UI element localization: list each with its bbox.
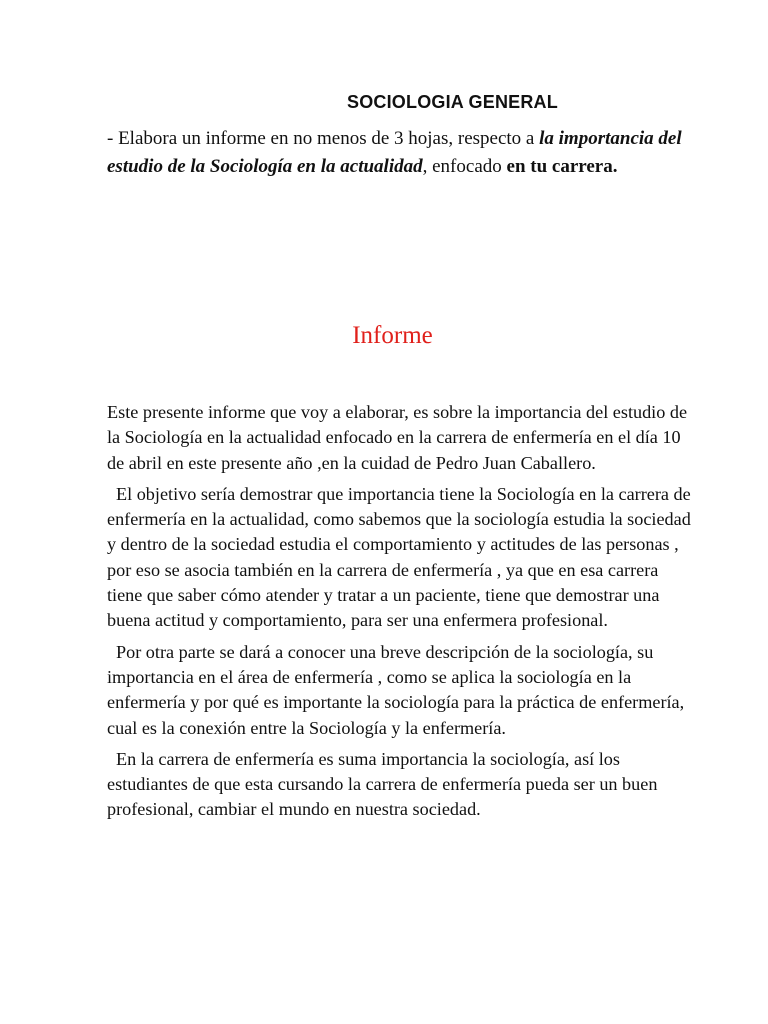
- assignment-prefix: - Elabora un informe en no menos de 3 hojas, respecto a: [107, 128, 540, 149]
- assignment-middle: , enfocado: [422, 156, 507, 177]
- report-title: Informe: [352, 322, 433, 349]
- paragraph-description: Por otra parte se dará a conocer una breve descripción de la sociología, su importancia en el área de enfermería , como se aplica la sociología en la enfermería y por qué es importante la sociología para la práctica de enfermería, cual es la conexión entre la Sociología y la enfermería.: [107, 641, 685, 738]
- assignment-instruction: [107, 125, 687, 181]
- paragraph-objective: El objetivo sería demostrar que importancia tiene la Sociología en la carrera de enfermería en la actualidad, como sabemos que la sociología estudia la sociedad y dentro de la sociedad estudia el comportamiento y actitudes de las personas , por eso se asocia también en la carrera de enfermería , ya que en esa carrera tiene que saber cómo atender y tratar a un paciente, tiene que demostrar una buena actitud y comportamiento, para ser una enfermera profesional.: [107, 483, 691, 631]
- paragraph-intro: Este presente informe que voy a elaborar, es sobre la importancia del estudio de la Sociología en la actualidad enfocado en la carrera de enfermería en el día 10 de abril en este presente año ,en la cuidad de Pedro Juan Caballero.: [107, 402, 688, 473]
- assignment-emphasis: la importancia del estudio de la Sociología en la actualidad: [107, 128, 682, 177]
- assignment-bold-end: en tu carrera.: [506, 156, 618, 177]
- document-heading: SOCIOLOGIA GENERAL: [347, 92, 558, 112]
- report-body: [107, 400, 697, 829]
- paragraph-conclusion: En la carrera de enfermería es suma importancia la sociología, así los estudiantes de que esta cursando la carrera de enfermería pueda ser un buen profesional, cambiar el mundo en nuestra sociedad.: [107, 748, 658, 820]
